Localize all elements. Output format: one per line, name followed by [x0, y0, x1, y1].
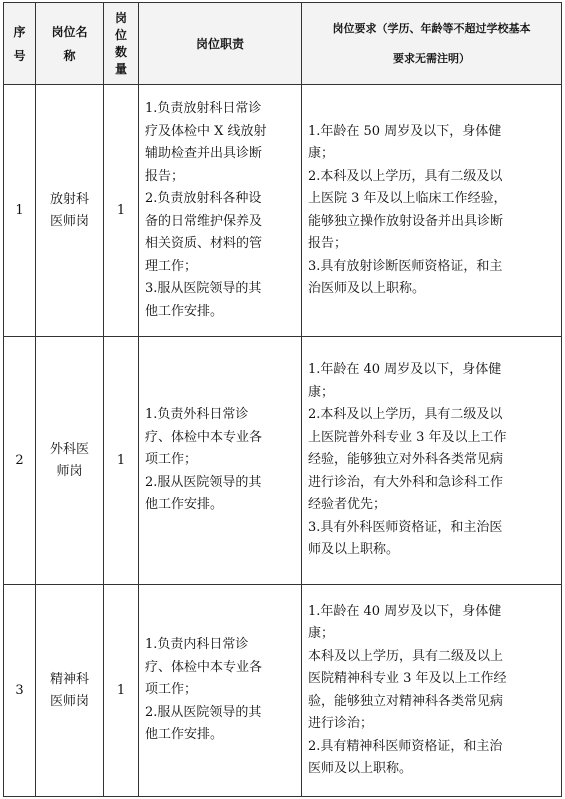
row-count: 1 [104, 337, 139, 585]
header-row [4, 3, 562, 85]
row-requirements: 1.年龄在 50 周岁及以下，身体健 康； 2.本科及以上学历，具有二级及以 上医院 3 年及以上临床工作经验， 能够独立操作放射设备并出具诊断 报告； 3.具有放射诊断医师资格证，和主 治医师及以上职称。 [302, 85, 562, 337]
row-requirements: 1.年龄在 40 周岁及以下，身体健 康； 本科及以上学历，具有二级及以上 医院精神科专业 3 年及以上工作经 验，能够独立对精神科各类常见病 进行诊治； 2.具有精神科医师资格证，和主治 医师及以上职称。 [302, 585, 562, 797]
row-count: 1 [104, 85, 139, 337]
row-position: 精神科 医师岗 [36, 585, 104, 797]
header-position: 岗位名 称 [36, 3, 104, 85]
job-requirements-table [3, 2, 562, 797]
table-row [4, 85, 562, 337]
header-duties: 岗位职责 [139, 3, 302, 85]
table-row [4, 337, 562, 585]
header-requirements: 岗位要求（学历、年龄等不超过学校基本 要求无需注明） [302, 3, 562, 85]
row-position: 外科医 师岗 [36, 337, 104, 585]
row-duties: 1.负责外科日常诊 疗、体检中本专业各 项工作； 2.服从医院领导的其 他工作安排。 [139, 337, 302, 585]
row-index: 1 [4, 85, 36, 337]
row-index: 3 [4, 585, 36, 797]
row-duties: 1.负责内科日常诊 疗、体检中本专业各 项工作； 2.服从医院领导的其 他工作安排。 [139, 585, 302, 797]
row-requirements: 1.年龄在 40 周岁及以下，身体健 康； 2.本科及以上学历，具有二级及以 上医院普外科专业 3 年及以上工作 经验，能够独立对外科各类常见病 进行诊治，有大外科和急诊科工作 经验者优先； 3.具有外科医师资格证，和主治医 师及以上职称。 [302, 337, 562, 585]
row-position: 放射科 医师岗 [36, 85, 104, 337]
row-duties: 1.负责放射科日常诊 疗及体检中 X 线放射 辅助检查并出具诊断 报告； 2.负责放射科各种设 备的日常维护保养及 相关资质、材料的管 理工作； 3.服从医院领导的其 他工作安排。 [139, 85, 302, 337]
row-index: 2 [4, 337, 36, 585]
header-count: 岗 位 数 量 [104, 3, 139, 85]
header-index: 序 号 [4, 3, 36, 85]
row-count: 1 [104, 585, 139, 797]
table-row [4, 585, 562, 797]
